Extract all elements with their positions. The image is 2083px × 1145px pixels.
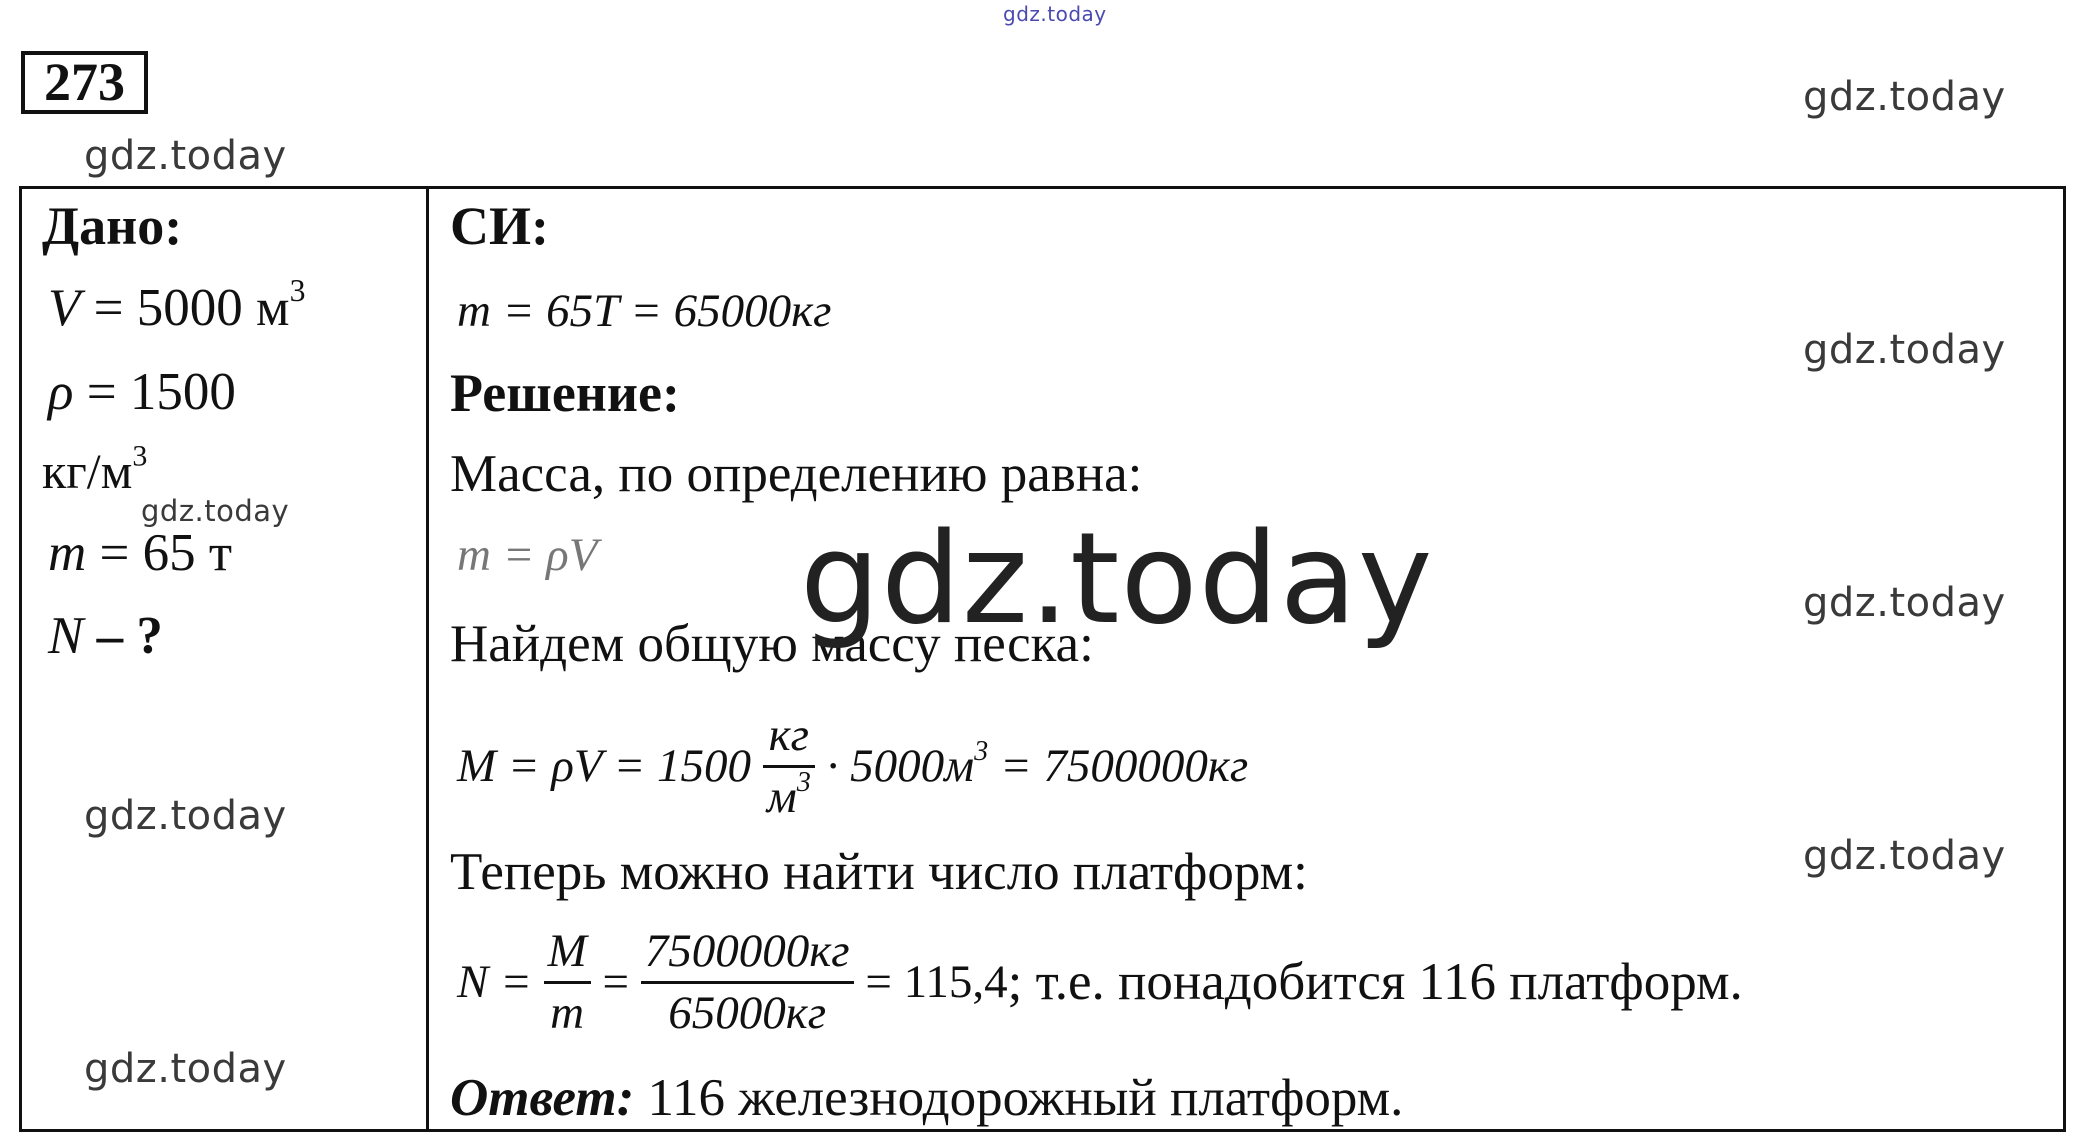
watermark: gdz.today [1803, 327, 2006, 373]
watermark-top: gdz.today [1003, 2, 1107, 26]
watermark: gdz.today [141, 494, 290, 528]
watermark: gdz.today [1803, 580, 2006, 626]
watermark: gdz.today [1803, 833, 2006, 879]
problem-number: 273 [21, 51, 148, 114]
solution-text-3: Теперь можно найти число платформ: [450, 843, 1308, 901]
watermark: gdz.today [1803, 74, 2006, 120]
si-heading: СИ: [450, 196, 549, 256]
solution-text-2: Найдем общую массу песка: [450, 615, 1094, 673]
formula-mass-definition: m = ρV [457, 529, 598, 581]
column-divider [426, 186, 429, 1132]
si-conversion: m = 65T = 65000кг [457, 285, 832, 337]
given-heading: Дано: [42, 196, 183, 256]
answer [450, 1069, 1404, 1127]
watermark-center: gdz.today [800, 505, 1434, 652]
solution-text-1: Масса, по определению равна: [450, 445, 1143, 503]
given-density-unit: $кг/м^3$ [42, 439, 148, 499]
answer-text: 116 железнодорожный платформ. [634, 1069, 1404, 1127]
given-density: ρ = 1500 [48, 363, 236, 421]
given-mass: m = 65 т [48, 524, 233, 582]
formula-platform-count: N = $\frac{M}{m}$ = $\frac{7500000кг}{65000кг}$ = 115,4; т.е. понадобится 116 платформ. [457, 925, 1743, 1039]
solution-heading: Решение: [450, 363, 680, 423]
watermark: gdz.today [84, 793, 287, 839]
given-find: N – ? [48, 607, 163, 665]
formula-total-mass: M = ρV = 1500 $\frac{кг}{м^3}$ · $5000м^3 = 7500000кг$ [457, 709, 1249, 823]
watermark: gdz.today [84, 1046, 287, 1092]
answer-label: Ответ: [450, 1069, 635, 1127]
watermark: gdz.today [84, 133, 287, 179]
given-volume: V = 5000 $м^3$ [48, 273, 306, 337]
